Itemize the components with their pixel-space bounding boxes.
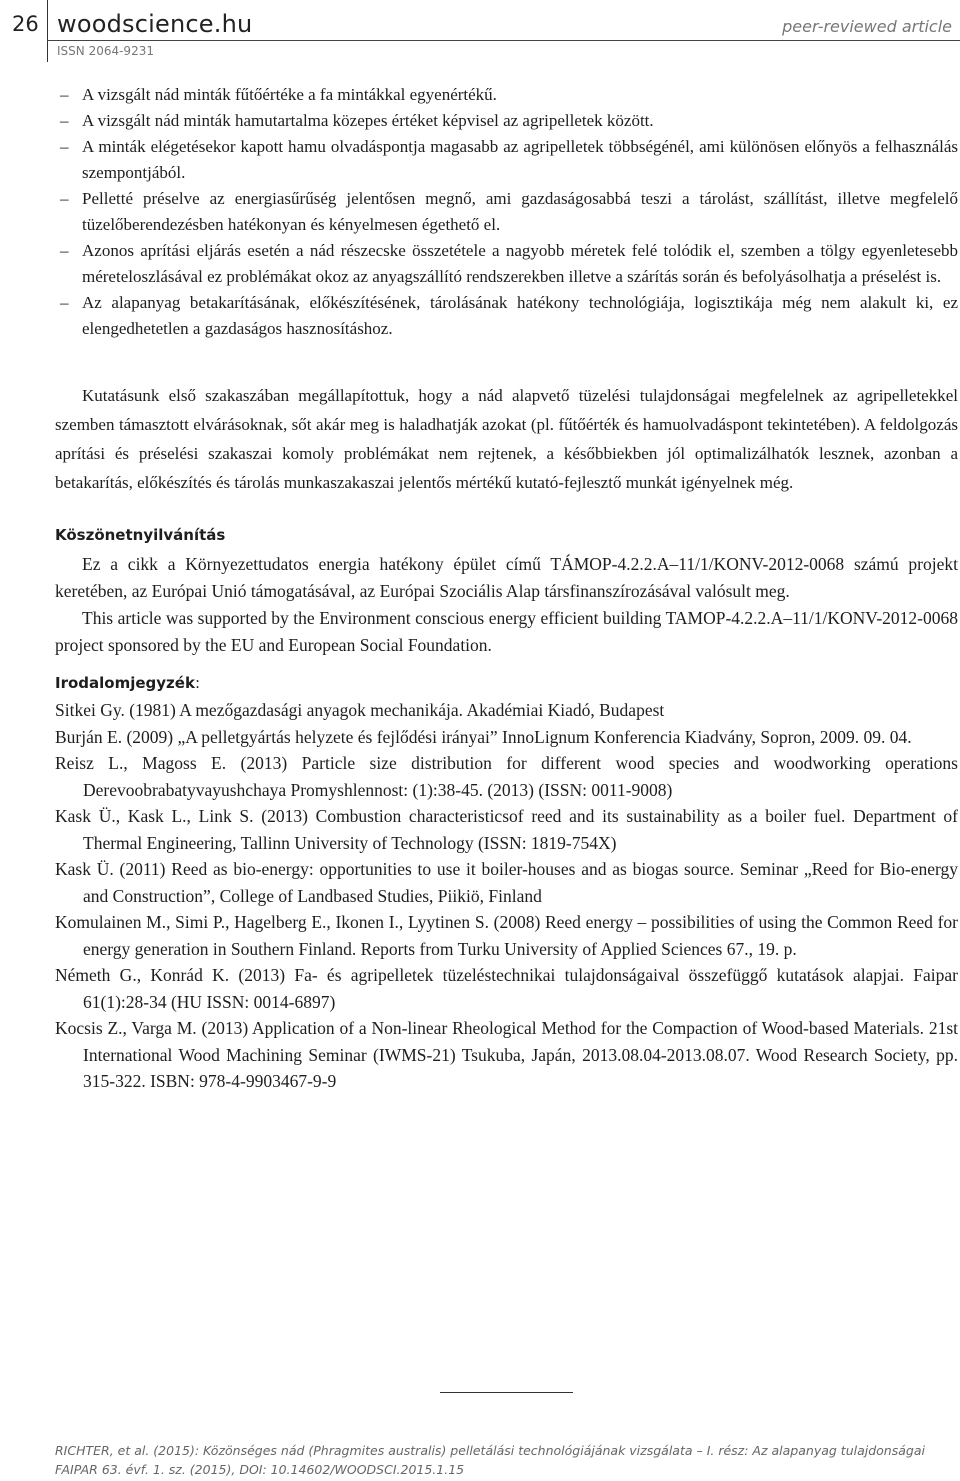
bullet-dash: – [60,293,69,312]
bullet-text: A vizsgált nád minták hamutartalma közepes értéket képvisel az agripelletek között. [82,111,654,130]
footnote-divider [440,1392,573,1393]
bullet-text: A minták elégetésekor kapott hamu olvadáspontja magasabb az agripelletek többségénél, ami különösen előnyös a felhasználás szempontjából. [82,137,958,182]
article-type-label: peer-reviewed article [782,17,952,36]
references-heading [55,674,200,692]
reference-item: Kocsis Z., Varga M. (2013) Application of a Non-linear Rheological Method for the Compaction of Wood-based Materials. 21st International Wood Machining Seminar (IWMS-21) Tsukuba, Japán, 2013.08.04-2013.08.07. Wood Research Society, pp. 315-322. ISBN: 978-4-9903467-9-9 [55,1018,958,1091]
bullet-text: Pelletté préselve az energiasűrűség jelentősen megnő, ami gazdaságosabbá teszi a tárolást, szállítást, illetve megfelelő tüzelőberendezésben hatékonyan és kényelmesen égethető el. [82,189,958,234]
list-item [60,108,958,134]
header-vertical-divider [47,0,48,62]
footer-journal-line: FAIPAR 63. évf. 1. sz. (2015), DOI: 10.14602/WOODSCI.2015.1.15 [55,1462,465,1477]
acknowledgement-hungarian: Ez a cikk a Környezettudatos energia hatékony épület című TÁMOP-4.2.2.A–11/1/KONV-2012-0068 számú projekt keretében, az Európai Unió támogatásával, az Európai Szociális Alap társfinanszírozásával valósult meg. [55,554,958,601]
header-horizontal-divider [47,40,960,41]
bullet-text: Az alapanyag betakarításának, előkészítésének, tárolásának hatékony technológiája, logisztikája még nem alakult ki, ez elengedhetetlen a gazdaságos hasznosításhoz. [82,293,958,338]
list-item [60,238,958,290]
reference-item: Kask Ü., Kask L., Link S. (2013) Combustion characteristicsof reed and its sustainability as a boiler fuel. Department of Thermal Engineering, Tallinn University of Technology (ISSN: 1819-754X) [55,806,958,853]
bullet-text: Azonos aprítási eljárás esetén a nád részecske összetétele a nagyobb méretek felé tolódik el, szemben a tölgy egyenletesebb méreteloszlásával ez problémákat okoz az anyagszállító rendszerekben illetve a szárítás során és befolyásolhatja a préselést is. [82,241,958,286]
acknowledgement-body [55,551,958,659]
references-heading-text: Irodalomjegyzék [55,674,195,692]
site-title: woodscience.hu [57,10,253,38]
page-number: 26 [12,12,39,36]
list-item [60,186,958,238]
footer-citation [55,1441,955,1479]
reference-list [55,697,958,1095]
conclusion-bullet-list [60,82,958,342]
bullet-text: A vizsgált nád minták fűtőértéke a fa mintákkal egyenértékű. [82,85,497,104]
reference-item: Burján E. (2009) „A pelletgyártás helyzete és fejlődési irányai” InnoLignum Konferencia Kiadvány, Sopron, 2009. 09. 04. [55,726,912,747]
list-item [60,82,958,108]
acknowledgement-heading: Köszönetnyilvánítás [55,526,226,544]
bullet-dash: – [60,111,69,130]
list-item [60,290,958,342]
reference-item: Komulainen M., Simi P., Hagelberg E., Ikonen I., Lyytinen S. (2008) Reed energy – possibilities of using the Common Reed for energy generation in Southern Finland. Reports from Turku University of Applied Sciences 67., 19. p. [55,912,958,959]
bullet-dash: – [60,241,69,260]
bullet-dash: – [60,137,69,156]
reference-item: Sitkei Gy. (1981) A mezőgazdasági anyagok mechanikája. Akadémiai Kiadó, Budapest [55,700,665,720]
references-heading-colon: : [194,674,200,692]
reference-item: Reisz L., Magoss E. (2013) Particle size distribution for different wood species and woodworking operations Derevoobrabatyvayushchaya Promyshlennost: (1):38-45. (2013) (ISSN: 0011-9008) [55,753,958,800]
list-item [60,134,958,186]
issn-label: ISSN 2064-9231 [57,44,154,58]
reference-item: Kask Ü. (2011) Reed as bio-energy: opportunities to use it boiler-houses and as biogas source. Seminar „Reed for Bio-energy and Construction”, College of Landbased Studies, Piikiö, Finland [55,859,958,906]
summary-paragraph: Kutatásunk első szakaszában megállapítottuk, hogy a nád alapvető tüzelési tulajdonságai megfelelnek az agripelletekkel szemben támasztott elvárásoknak, sőt akár meg is haladhatják azokat (pl. fűtőérték és hamuolvadáspont tekintetében). A feldolgozás aprítási és préselési szakaszai komoly problémákat nem rejtenek, a későbbiekben jól optimalizálhatók lesznek, azonban a betakarítás, előkészítés és tárolás munkaszakaszai jelentős mértékű kutató-fejlesztő munkát igényelnek még. [55,386,958,492]
reference-item: Németh G., Konrád K. (2013) Fa- és agripelletek tüzeléstechnikai tulajdonságaival összefüggő kutatások alapjai. Faipar 61(1):28-34 (HU ISSN: 0014-6897) [55,965,958,1012]
bullet-dash: – [60,189,69,208]
acknowledgement-english: This article was supported by the Environment conscious energy efficient building TAMOP-4.2.2.A–11/1/KONV-2012-0068 project sponsored by the EU and European Social Foundation. [55,608,958,655]
bullet-dash: – [60,85,69,104]
footer-citation-line: RICHTER, et al. (2015): Közönséges nád (Phragmites australis) pelletálási technológiájának vizsgálata – I. rész: Az alapanyag tulajdonságai [55,1443,925,1458]
